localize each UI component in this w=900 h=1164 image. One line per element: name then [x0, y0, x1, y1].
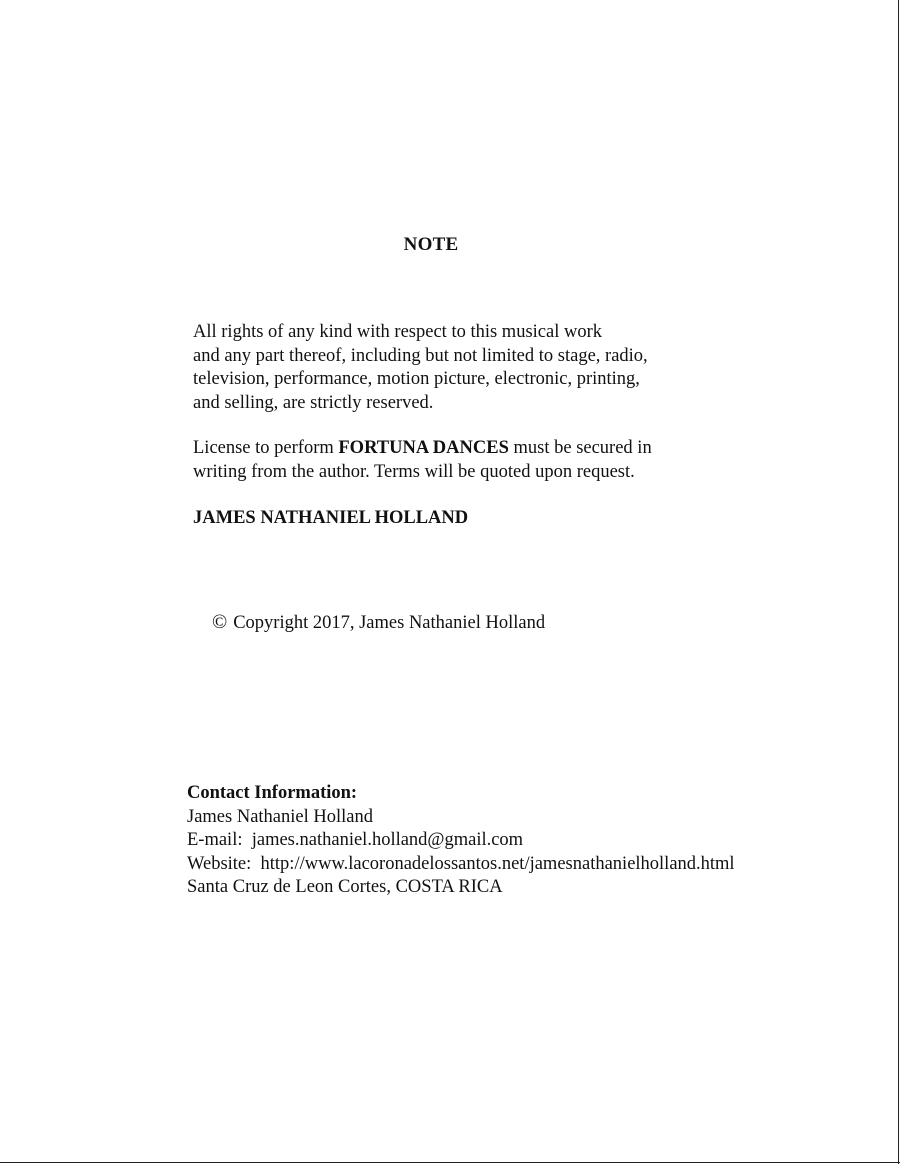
- page-border-right: [898, 0, 899, 1164]
- work-title: FORTUNA DANCES: [338, 438, 509, 458]
- copyright-notice: [212, 611, 545, 634]
- license-paragraph: [193, 437, 753, 484]
- license-prefix: License to perform: [193, 438, 339, 458]
- license-line-1: [193, 437, 753, 461]
- copyright-icon: ©: [212, 611, 228, 633]
- contact-website-line: [187, 853, 827, 877]
- note-title: NOTE: [403, 234, 459, 255]
- contact-email-line: [187, 829, 827, 853]
- author-name: JAMES NATHANIEL HOLLAND: [193, 508, 469, 528]
- rights-line: All rights of any kind with respect to this musical work: [193, 322, 602, 342]
- rights-line: and selling, are strictly reserved.: [193, 392, 434, 413]
- license-suffix: must be secured in: [508, 438, 652, 458]
- rights-line: television, performance, motion picture, electronic, printing,: [193, 369, 640, 389]
- contact-location: Santa Cruz de Leon Cortes, COSTA RICA: [187, 877, 503, 897]
- contact-information: [187, 782, 827, 900]
- contact-heading: Contact Information:: [187, 783, 358, 803]
- page-border-bottom: [0, 1162, 900, 1163]
- website-label: Website:: [187, 853, 252, 874]
- copyright-text: Copyright 2017, James Nathaniel Holland: [233, 613, 546, 633]
- contact-name: James Nathaniel Holland: [187, 806, 373, 827]
- license-line-2: writing from the author. Terms will be quoted upon request.: [193, 461, 635, 482]
- rights-line: and any part thereof, including but not limited to stage, radio,: [193, 345, 648, 366]
- email-address: james.nathaniel.holland@gmail.com: [251, 830, 524, 850]
- email-label: E-mail:: [187, 830, 243, 850]
- rights-paragraph: [193, 321, 753, 415]
- website-url: http://www.lacoronadelossantos.net/jamesnathanielholland.html: [260, 853, 735, 874]
